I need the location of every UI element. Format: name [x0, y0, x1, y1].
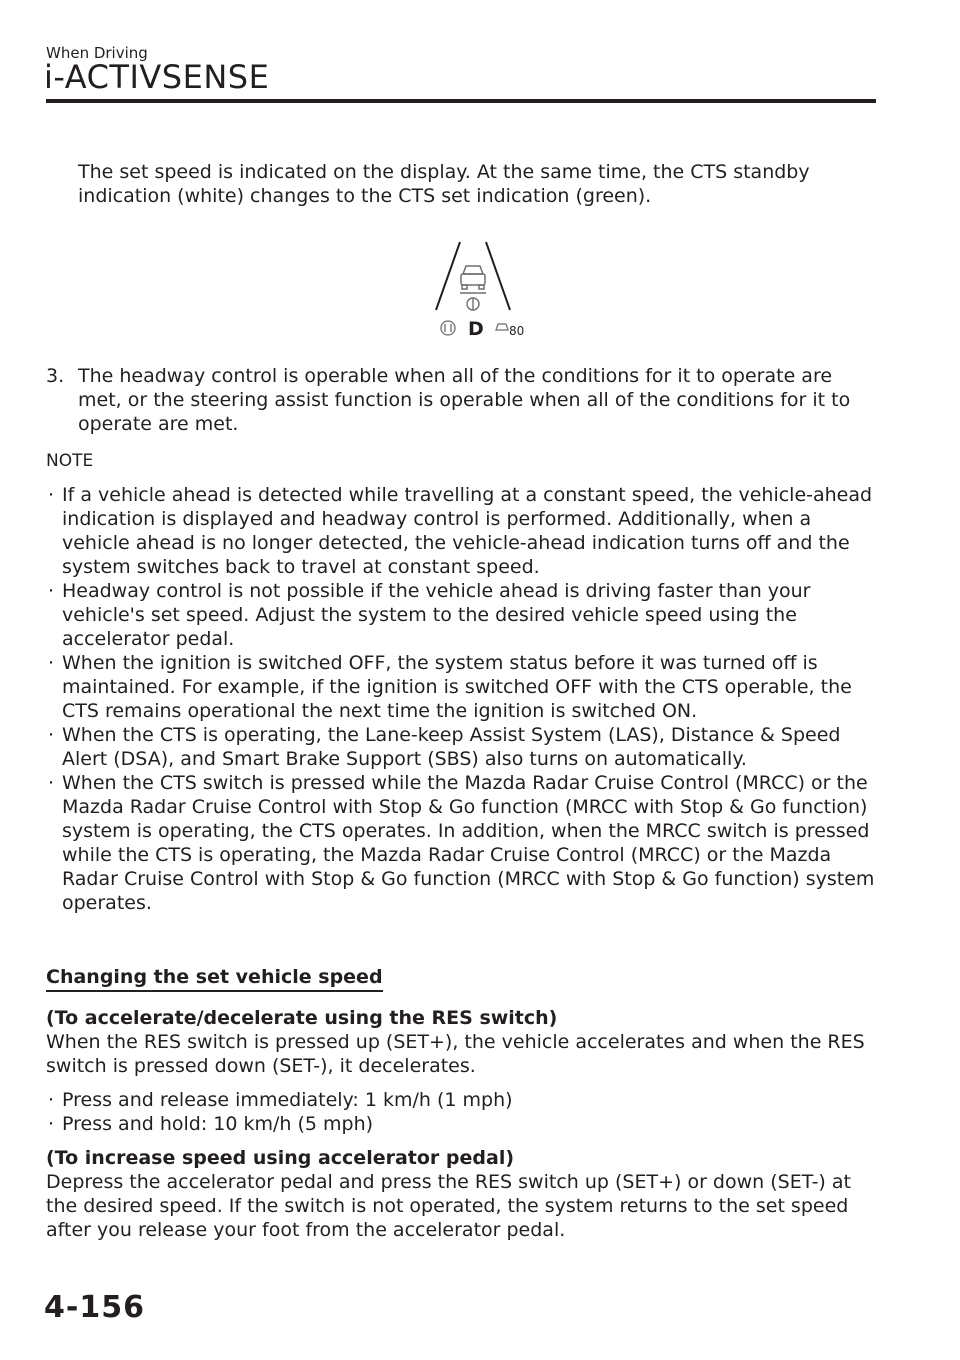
accelerator-paragraph: Depress the accelerator pedal and press the RES switch up (SET+) or down (SET-) at the desired speed. If the switch is not operated, the system returns to the set speed after you release your foot from the accelerator pedal.: [46, 1171, 851, 1241]
list-item: · Press and hold: 10 km/h (5 mph): [48, 1113, 374, 1135]
list-item: · Press and release immediately: 1 km/h (1 mph): [48, 1089, 513, 1111]
lane-line-left: [436, 242, 460, 310]
bullet-icon: ·: [48, 724, 55, 746]
lane-line-right: [486, 242, 510, 310]
res-switch-paragraph: When the RES switch is pressed up (SET+), the vehicle accelerates and when the RES switch is pressed down (SET-), it decelerates.: [46, 1031, 865, 1077]
bullet-icon: ·: [48, 580, 55, 602]
steering-wheel-icon: [467, 298, 479, 310]
subheading-accelerator: (To increase speed using accelerator pedal): [46, 1147, 515, 1169]
step-3: [46, 364, 876, 436]
list-item: · When the CTS is operating, the Lane-keep Assist System (LAS), Distance & Speed Alert (DSA), and Smart Brake Support (SBS) also turns on automatically.: [48, 724, 841, 770]
gear-indicator: D: [468, 318, 484, 340]
bullet-icon: ·: [48, 1089, 55, 1111]
cts-display-illustration: [430, 238, 540, 346]
bullet-icon: ·: [48, 772, 55, 794]
subheading-res-switch: (To accelerate/decelerate using the RES switch): [46, 1007, 558, 1029]
page-number: 4-156: [44, 1290, 145, 1325]
step-text: The headway control is operable when all of the conditions for it to operate are met, or the steering assist function is operable when all of the conditions for it to operate are met.: [78, 365, 851, 435]
intro-paragraph: The set speed is indicated on the display. At the same time, the CTS standby indication (white) changes to the CTS set indication (green).: [78, 161, 810, 207]
section-heading: Changing the set vehicle speed: [46, 966, 383, 992]
set-speed-icon: [496, 324, 508, 330]
list-item: · When the CTS switch is pressed while the Mazda Radar Cruise Control (MRCC) or the Mazda Radar Cruise Control with Stop & Go function (MRCC with Stop & Go function) system is operating, the CTS operates. In addition, when the MRCC switch is pressed while the CTS is operating, the Mazda Radar Cruise Control (MRCC) or the Mazda Radar Cruise Control with Stop & Go function (MRCC with Stop & Go function) system operates.: [48, 772, 875, 914]
list-item: · When the ignition is switched OFF, the system status before it was turned off is maintained. For example, if the ignition is switched OFF with the CTS operable, the CTS remains operational the next time the ignition is switched ON.: [48, 652, 852, 722]
note-list: [46, 483, 876, 915]
bullet-icon: ·: [48, 484, 55, 506]
speed-increment-list: [46, 1088, 876, 1136]
cts-indicator-icon: [441, 321, 455, 335]
list-item: · Headway control is not possible if the vehicle ahead is driving faster than your vehicle's set speed. Adjust the system to the desired vehicle speed using the accelerator pedal.: [48, 580, 811, 650]
list-item: · If a vehicle ahead is detected while travelling at a constant speed, the vehicle-ahead indication is displayed and headway control is performed. Additionally, when a vehicle ahead is no longer detected, the vehicle-ahead indication turns off and the system switches back to travel at constant speed.: [48, 484, 873, 578]
section-label: When Driving: [46, 44, 148, 62]
bullet-icon: ·: [48, 652, 55, 674]
note-heading: NOTE: [46, 451, 94, 471]
header-divider: [46, 99, 876, 103]
step-number: 3.: [46, 365, 65, 387]
vehicle-ahead-icon: [461, 266, 485, 289]
page-title: i-ACTIVSENSE: [44, 58, 270, 96]
bullet-icon: ·: [48, 1113, 55, 1135]
set-speed-value: 80: [509, 324, 525, 338]
